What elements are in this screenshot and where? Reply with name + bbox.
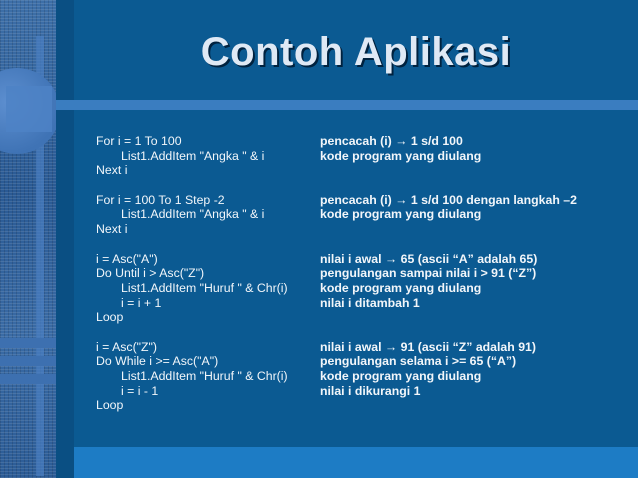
bottom-accent-bar [74,447,638,478]
description-text: nilai i awal → 65 (ascii “A” adalah 65) [320,251,538,266]
decorative-bar [0,374,56,384]
decorative-square [6,86,52,132]
slide-title: Contoh Aplikasi [200,30,512,74]
code-line [96,134,616,149]
block-gap [96,325,616,340]
code-line [96,222,616,237]
code-text: i = i + 1 [121,295,162,310]
code-text: For i = 1 To 100 [96,134,182,148]
code-text: Do While i >= Asc("A") [96,354,219,369]
code-line [96,207,616,222]
description-text: nilai i awal → 91 (ascii “Z” adalah 91) [320,339,536,354]
description-text: nilai i dikurangi 1 [320,383,421,398]
description-text: kode program yang diulang [320,207,482,222]
code-text: Do Until i > Asc("Z") [96,266,205,281]
description-text: pengulangan selama i >= 65 (“A”) [320,354,517,369]
code-text: List1.AddItem "Huruf " & Chr(i) [121,280,288,295]
code-text: Next i [96,163,128,178]
description-text: pencacah (i) → 1 s/d 100 [320,134,463,148]
slide-content [96,134,616,413]
code-line [96,281,616,296]
block-gap [96,237,616,252]
code-text: For i = 100 To 1 Step -2 [96,192,225,207]
code-text: Loop [96,398,124,413]
decorative-bar [0,338,56,348]
decorative-bar [0,356,56,366]
description-text: kode program yang diulang [320,148,482,163]
code-line [96,398,616,413]
code-line [96,310,616,325]
description-text: pengulangan sampai nilai i > 91 (“Z”) [320,266,537,281]
description-text: kode program yang diulang [320,280,482,295]
code-line [96,149,616,164]
code-line [96,384,616,399]
code-line [96,252,616,267]
code-text: i = i - 1 [121,383,159,398]
code-text: List1.AddItem "Angka " & i [121,148,265,163]
code-text: List1.AddItem "Angka " & i [121,207,265,222]
code-text: Next i [96,222,128,237]
code-line [96,340,616,355]
code-text: List1.AddItem "Huruf " & Chr(i) [121,369,288,383]
code-line [96,163,616,178]
strip-edge [56,0,74,478]
description-text: nilai i ditambah 1 [320,295,420,310]
code-text: Loop [96,310,124,325]
code-text: i = Asc("A") [96,251,158,266]
title-underline-rule [56,100,638,110]
code-line [96,193,616,208]
description-text: kode program yang diulang [320,369,482,383]
code-line [96,369,616,384]
code-text: i = Asc("Z") [96,339,157,354]
code-line [96,354,616,369]
code-line [96,296,616,311]
code-line [96,266,616,281]
block-gap [96,178,616,193]
description-text: pencacah (i) → 1 s/d 100 dengan langkah –2 [320,192,577,207]
